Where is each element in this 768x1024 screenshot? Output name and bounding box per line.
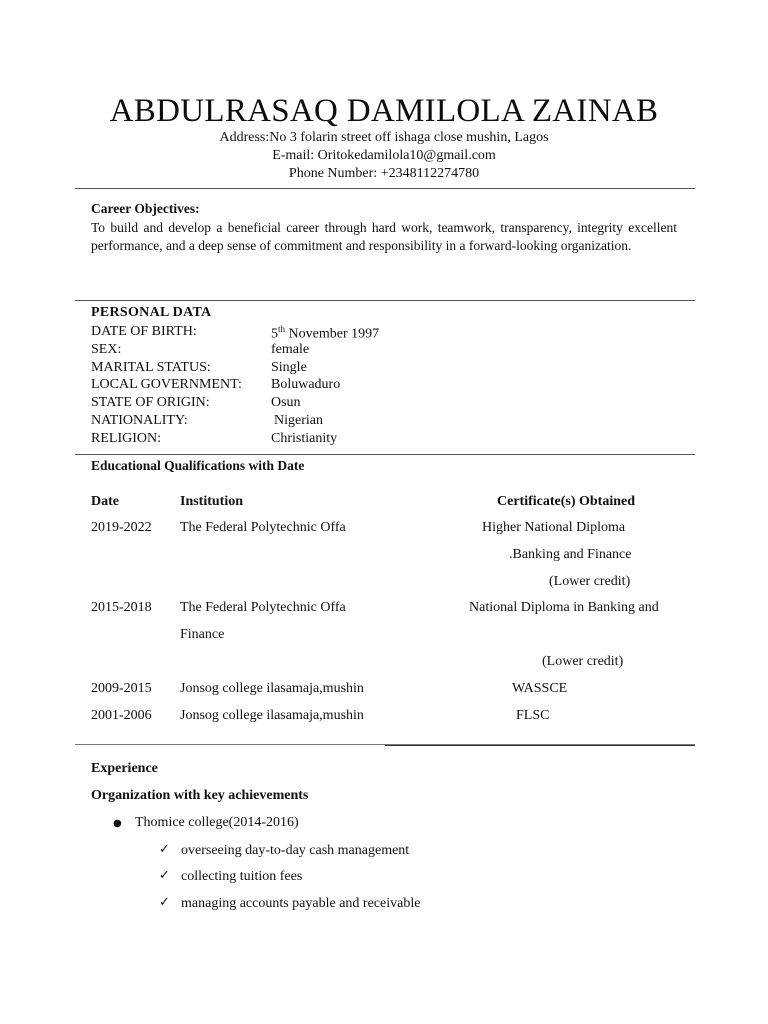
education-row-certificate: Higher National Diploma — [482, 520, 626, 535]
education-col-institution: Institution — [180, 494, 244, 509]
checkmark-icon: ✓ — [159, 868, 170, 883]
state-of-origin-value: Osun — [271, 395, 301, 410]
education-row-certificate-line2: .Banking and Finance — [509, 547, 632, 562]
education-row-institution: The Federal Polytechnic Offa — [180, 600, 346, 615]
checkmark-icon: ✓ — [159, 895, 170, 910]
sex-value: female — [271, 342, 310, 357]
personal-data-heading: PERSONAL DATA — [91, 305, 212, 320]
dob-value: 5th November 1997 — [271, 324, 380, 342]
marital-status-label: MARITAL STATUS: — [91, 360, 211, 375]
education-row-certificate: FLSC — [516, 708, 550, 723]
education-row-certificate: WASSCE — [512, 681, 568, 696]
experience-heading: Experience — [91, 761, 158, 776]
education-row-date: 2009-2015 — [91, 681, 152, 696]
experience-subheading: Organization with key achievements — [91, 788, 309, 803]
phone-line: Phone Number: +2348112274780 — [288, 166, 480, 181]
dob-label: DATE OF BIRTH: — [91, 324, 197, 339]
checkmark-icon: ✓ — [159, 842, 170, 857]
header-divider — [75, 188, 695, 189]
religion-value: Christianity — [271, 431, 338, 446]
religion-label: RELIGION: — [91, 431, 161, 446]
personal-divider — [75, 454, 695, 455]
state-of-origin-label: STATE OF ORIGIN: — [91, 395, 210, 410]
career-divider — [75, 300, 695, 301]
career-objectives-heading: Career Objectives: — [91, 201, 200, 216]
education-row-certificate: National Diploma in Banking and — [469, 600, 659, 615]
education-col-date: Date — [91, 494, 119, 509]
address-line: Address:No 3 folarin street off ishaga close mushin, Lagos — [219, 130, 549, 145]
education-heading: Educational Qualifications with Date — [91, 458, 305, 473]
education-row-institution: The Federal Polytechnic Offa — [180, 520, 346, 535]
bullet-icon: ● — [113, 818, 122, 829]
local-government-label: LOCAL GOVERNMENT: — [91, 377, 242, 392]
email-line: E-mail: Oritokedamilola10@gmail.com — [272, 148, 496, 163]
education-row-grade: (Lower credit) — [542, 654, 624, 669]
education-row-date: 2019-2022 — [91, 520, 152, 535]
education-col-certificate: Certificate(s) Obtained — [497, 494, 636, 509]
education-divider-accent — [385, 745, 695, 746]
resume-name: ABDULRASAQ DAMILOLA ZAINAB — [109, 93, 659, 129]
education-row-date: 2015-2018 — [91, 600, 152, 615]
education-row-grade: (Lower credit) — [549, 574, 631, 589]
achievement-item: overseeing day-to-day cash management — [181, 843, 410, 858]
education-row-date: 2001-2006 — [91, 708, 152, 723]
education-row-institution-line2: Finance — [180, 627, 225, 642]
career-objectives-text: To build and develop a beneficial career through hard work, teamwork, transparency, integrity excellent performance, and a deep sense of commitment and responsibility in a forward-looking organization. — [91, 220, 677, 253]
achievement-item: managing accounts payable and receivable — [181, 896, 421, 911]
achievement-item: collecting tuition fees — [181, 869, 303, 884]
local-government-value: Boluwaduro — [271, 377, 341, 392]
sex-label: SEX: — [91, 342, 122, 357]
marital-status-value: Single — [271, 360, 307, 375]
education-row-institution: Jonsog college ilasamaja,mushin — [180, 681, 364, 696]
nationality-value: Nigerian — [274, 413, 323, 428]
organization-item: Thomice college(2014-2016) — [135, 815, 299, 830]
education-row-institution: Jonsog college ilasamaja,mushin — [180, 708, 364, 723]
nationality-label: NATIONALITY: — [91, 413, 188, 428]
